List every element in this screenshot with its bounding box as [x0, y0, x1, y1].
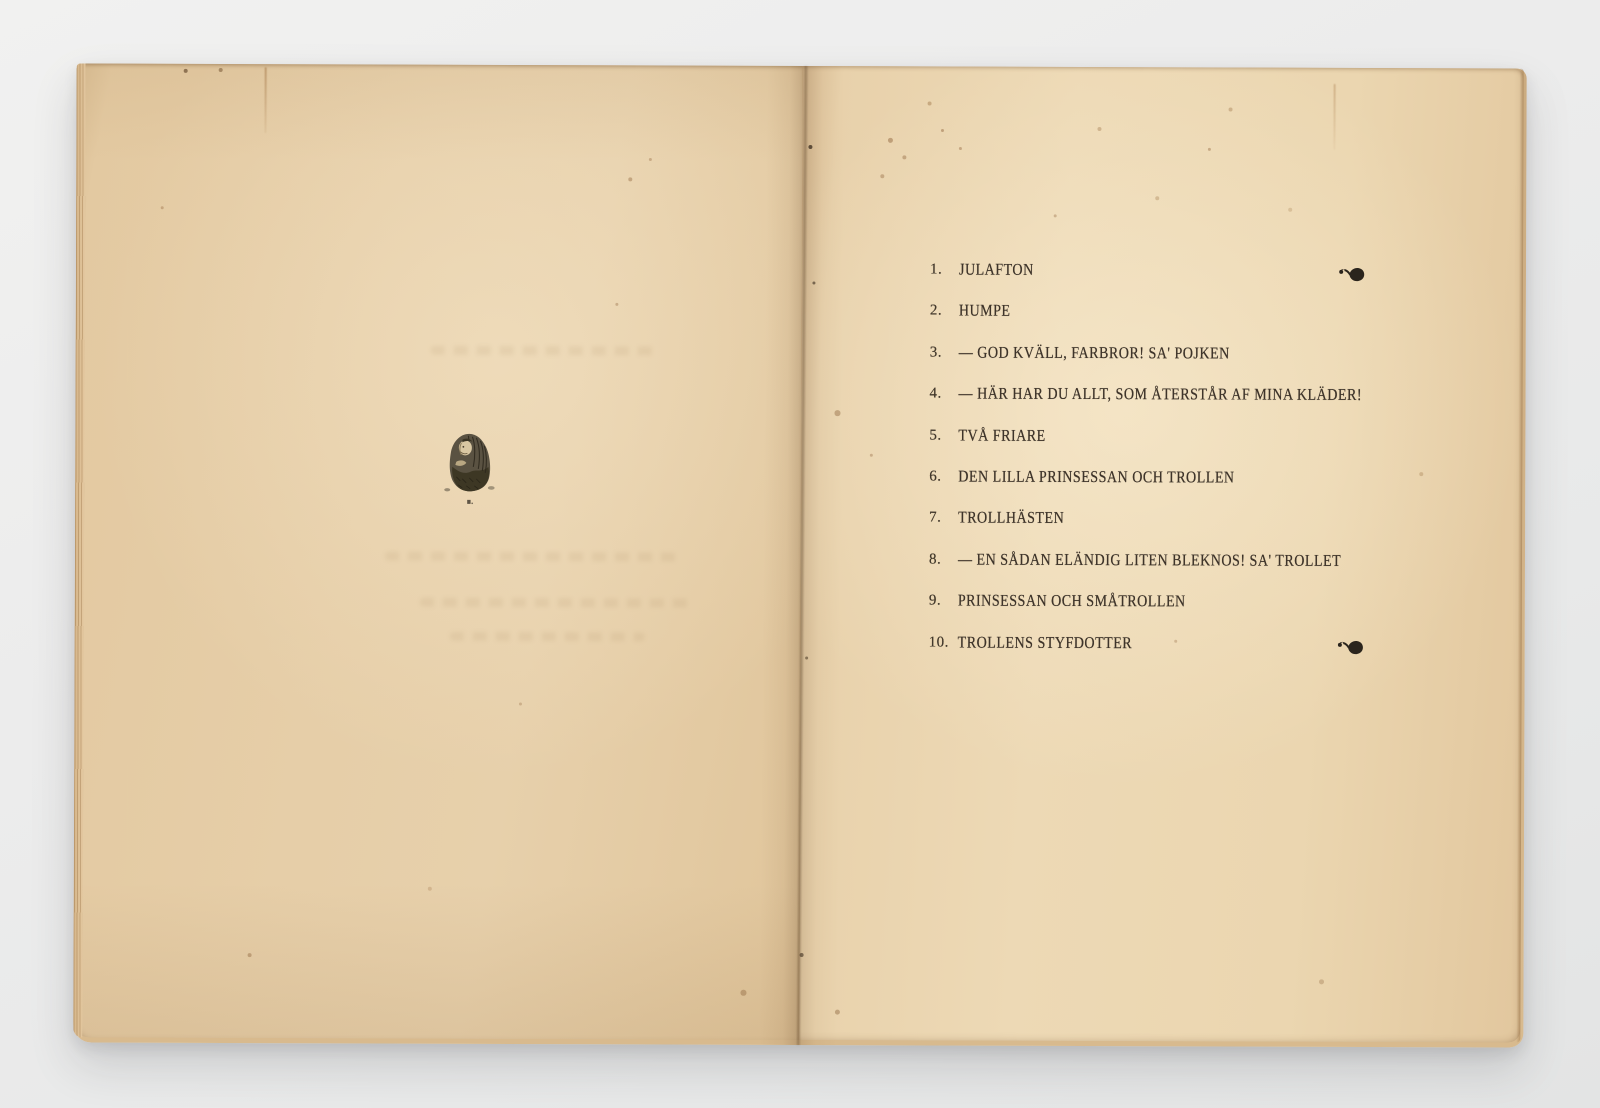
toc-row: [928, 550, 1368, 593]
toc-item-title: HUMPE: [958, 300, 1011, 321]
toc-row: [929, 302, 1369, 345]
show-through-text: [420, 598, 690, 608]
toc-row: [928, 592, 1368, 635]
toc-item-number: 1.: [929, 261, 943, 278]
toc-item-title: — HÄR HAR DU ALLT, SOM ÅTERSTÅR AF MINA KLÄDER!: [958, 383, 1363, 405]
show-through-text: [450, 632, 645, 642]
toc-row: [929, 260, 1369, 303]
toc-item-title: PRINSESSAN OCH SMÅTROLLEN: [957, 590, 1186, 611]
toc-item-title: — GOD KVÄLL, FARBROR! SA' POJKEN: [958, 342, 1230, 363]
fleuron-icon: [1337, 263, 1367, 285]
stain-drip: [264, 67, 266, 133]
toc-row: [928, 509, 1368, 552]
toc-item-number: 2.: [929, 302, 943, 319]
toc-item-number: 9.: [928, 592, 942, 609]
toc-item-title: DEN LILLA PRINSESSAN OCH TROLLEN: [958, 466, 1235, 487]
toc-list: [928, 260, 1369, 675]
foxing-stains: [77, 63, 79, 65]
show-through-text: [431, 346, 661, 356]
troll-vignette-illustration: [442, 429, 496, 507]
toc-item-number: 8.: [928, 551, 942, 568]
toc-item-number: 7.: [929, 509, 942, 526]
stain-drip: [1333, 84, 1335, 150]
toc-item-number: 6.: [929, 468, 942, 485]
toc-item-title: JULAFTON: [958, 259, 1034, 279]
open-book: [73, 63, 1526, 1047]
toc-item-title: — EN SÅDAN ELÄNDIG LITEN BLEKNOS! SA' TROLLET: [957, 549, 1342, 570]
toc-row: [929, 343, 1369, 386]
toc-item-title: TVÅ FRIARE: [958, 425, 1046, 445]
right-page: [799, 66, 1523, 1043]
toc-item-title: TROLLHÄSTEN: [958, 507, 1065, 528]
toc-item-number: 3.: [929, 344, 942, 361]
show-through-text: [385, 552, 680, 562]
toc-item-title: TROLLENS STYFDOTTER: [957, 632, 1133, 652]
fleuron-icon: [1336, 635, 1366, 657]
toc-item-number: 5.: [929, 427, 942, 444]
toc-row: [928, 426, 1368, 469]
toc-item-number: 4.: [929, 385, 942, 402]
toc-row: [928, 467, 1368, 510]
left-page: [73, 63, 802, 1040]
toc-item-number: 10.: [928, 633, 949, 651]
toc-row: [928, 385, 1368, 428]
toc-row: [928, 633, 1368, 676]
